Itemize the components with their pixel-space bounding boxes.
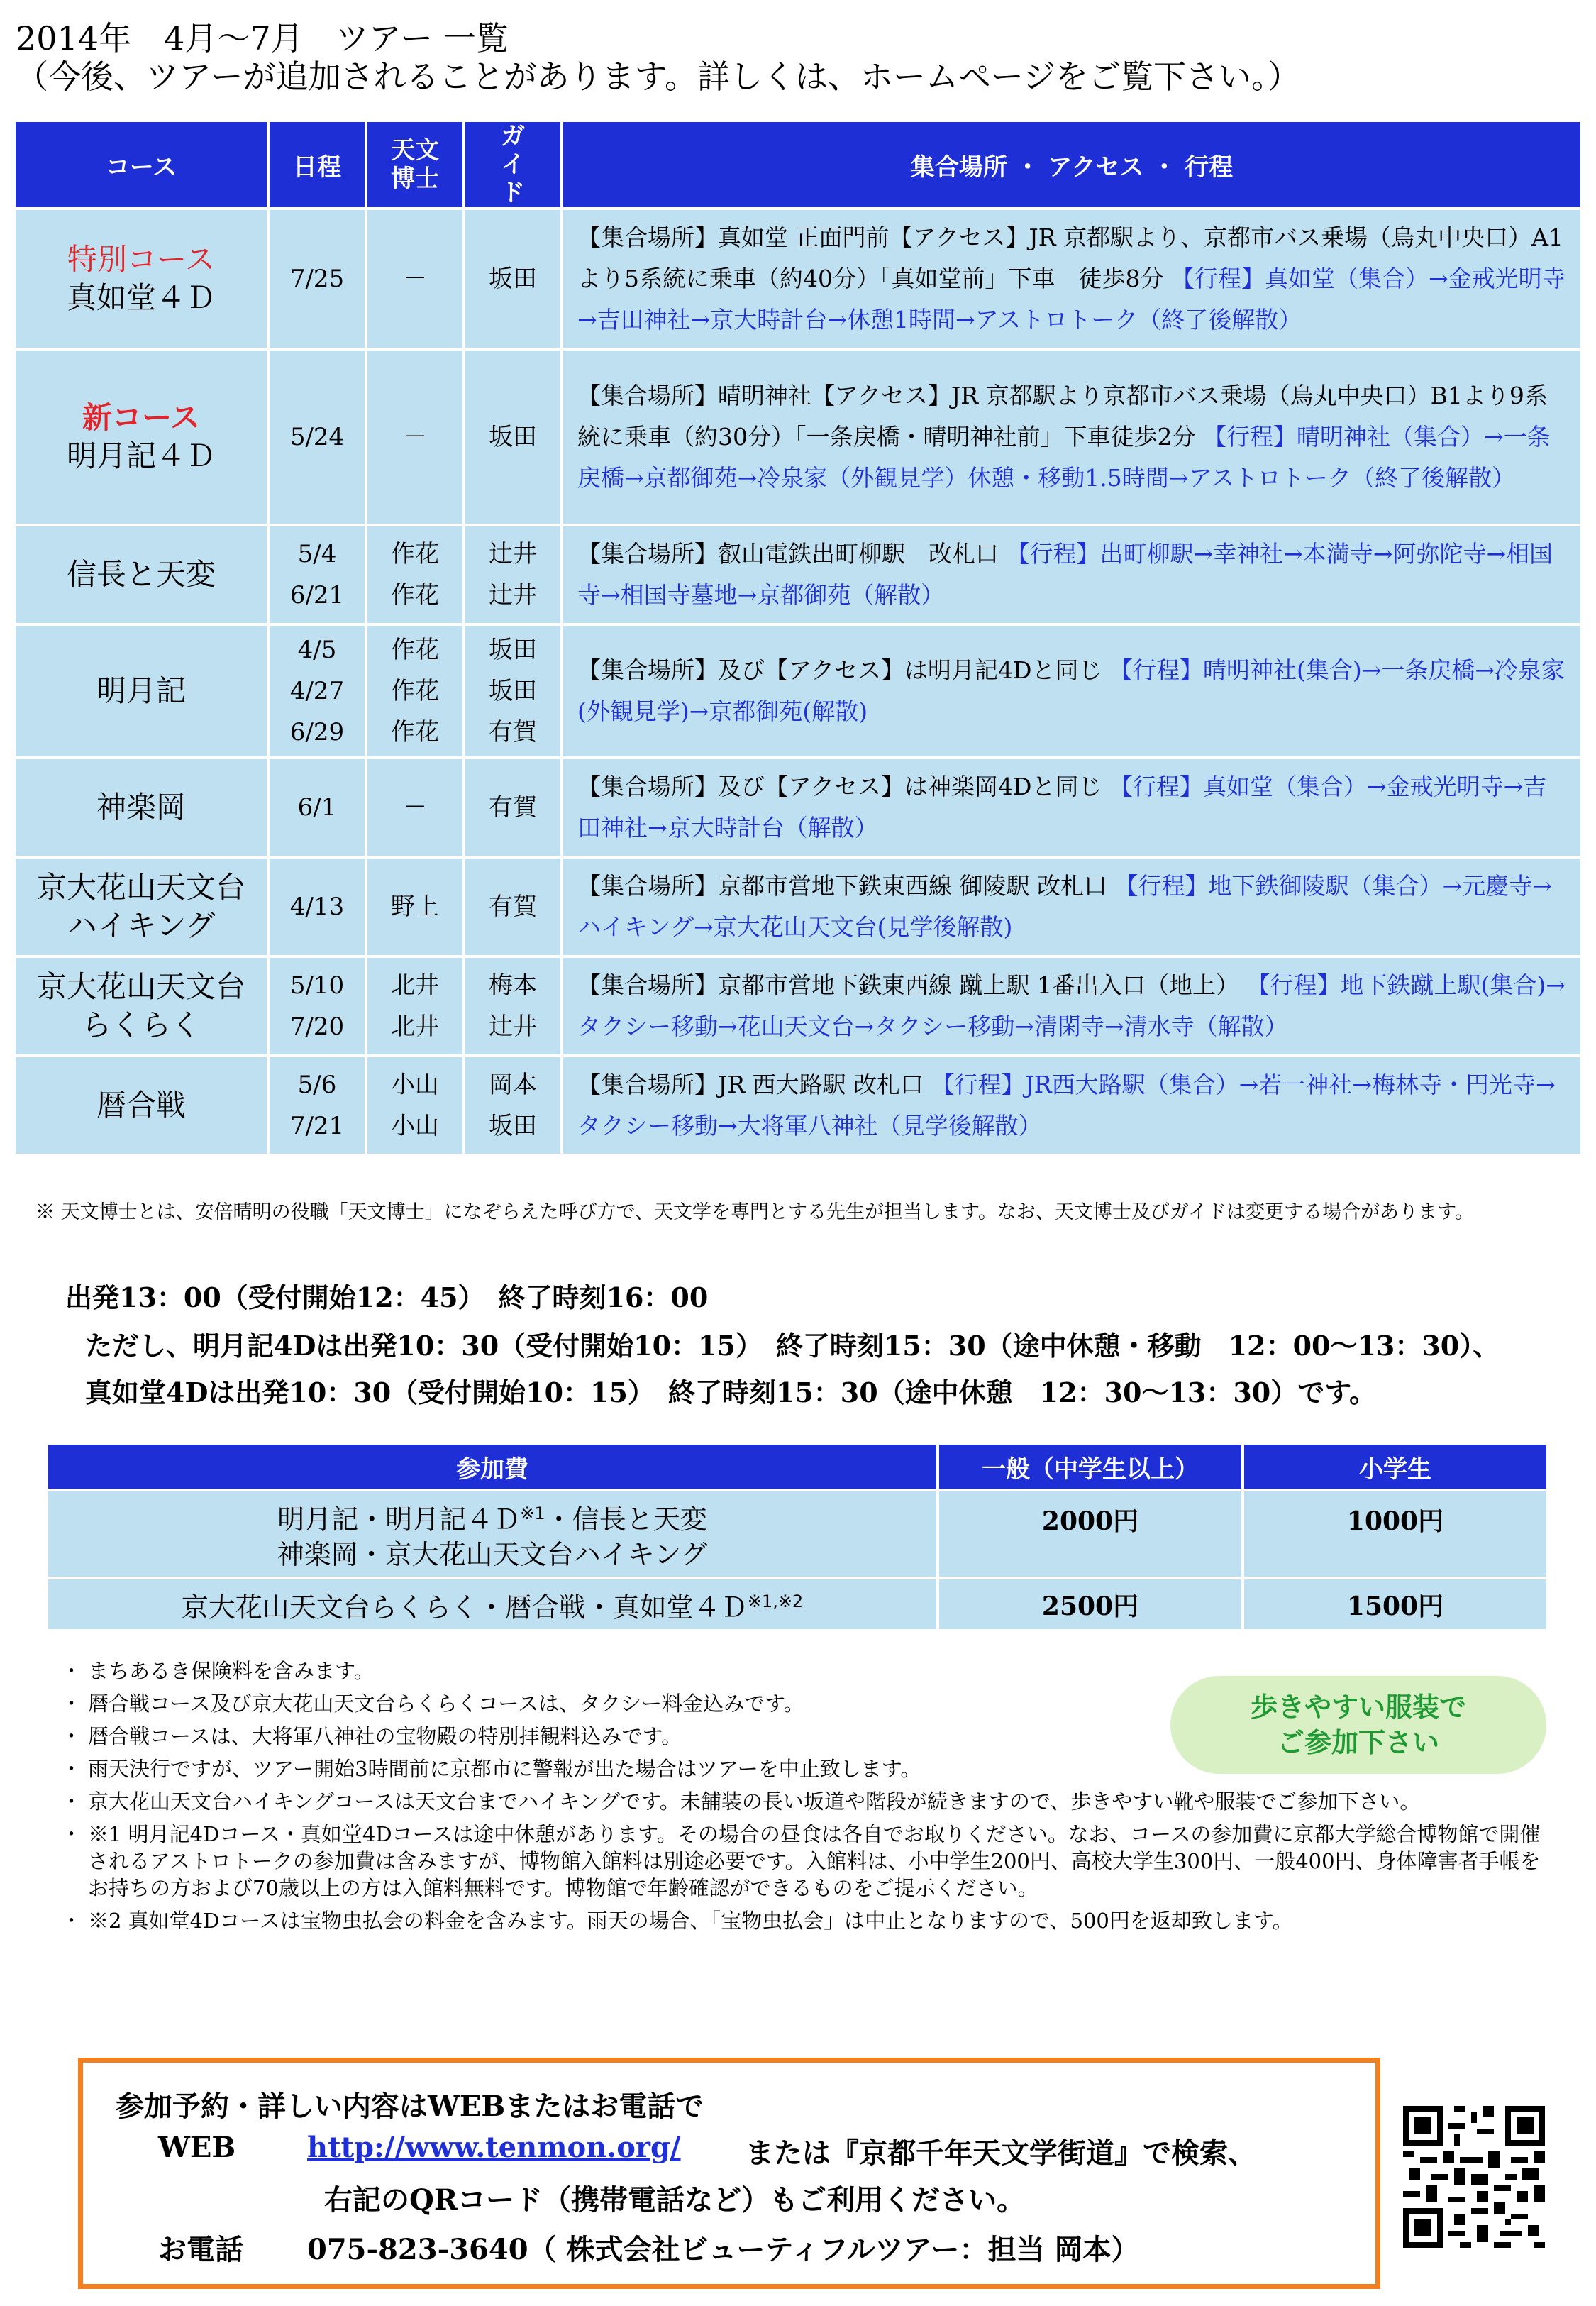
course-cell xyxy=(14,349,268,525)
guide-value: 辻井 xyxy=(489,581,537,609)
fee-header-general: 一般（中学生以上） xyxy=(938,1443,1243,1490)
tour-row xyxy=(14,525,1582,624)
access-text: 【集合場所】京都市営地下鉄東西線 御陵駅 改札口 xyxy=(577,872,1107,900)
fee-row-1-child: 1000円 xyxy=(1243,1490,1548,1578)
qr-code-icon xyxy=(1403,2106,1545,2248)
access-text: 【集合場所】京都市営地下鉄東西線 蹴上駅 1番出入口（地上） xyxy=(577,971,1239,999)
course-name: 京大花山天文台 ハイキング xyxy=(36,870,245,943)
guide-value: 有賀 xyxy=(489,893,537,921)
date-value: 6/1 xyxy=(297,793,337,822)
note-text: ※ 天文博士とは、安倍晴明の役職「天文博士」になぞらえた呼び方で、天文学を専門とする先生が担当します。なお、天文博士及びガイドは変更する場合があります。 xyxy=(35,1201,1474,1223)
doctor-cell xyxy=(366,209,464,349)
course-name: 京大花山天文台 らくらく xyxy=(36,969,245,1042)
info-cell xyxy=(562,624,1582,758)
itinerary-text: 【行程】地下鉄蹴上駅(集合)→タクシー移動→花山天文台→タクシー移動→清閑寺→清水寺（解散） xyxy=(577,971,1565,1040)
notes-item: ・ 暦合戦コース及び京大花山天文台らくらくコースは、タクシー料金込みです。 xyxy=(65,1690,1152,1717)
doctor-cell xyxy=(366,857,464,956)
time-line-3: 真如堂4Dは出発10：30（受付開始10：15） 終了時刻15：30（途中休憩 12：30～13：30）です。 xyxy=(85,1377,1377,1408)
access-text: 【集合場所】及び【アクセス】は神楽岡4Dと同じ xyxy=(577,773,1102,800)
course-tag: 新コース xyxy=(82,400,200,435)
tour-row xyxy=(14,758,1582,857)
fee-table xyxy=(45,1442,1549,1632)
info-cell xyxy=(562,758,1582,857)
tour-row xyxy=(14,956,1582,1056)
fee-row-2-general: 2500円 xyxy=(938,1578,1243,1631)
access-text: 【集合場所】JR 西大路駅 改札口 xyxy=(577,1071,924,1098)
guide-cell xyxy=(464,349,562,525)
clothing-bubble: 歩きやすい服装で ご参加下さい xyxy=(1170,1676,1546,1774)
course-cell xyxy=(14,209,268,349)
guide-value: 辻井 xyxy=(489,540,537,568)
itinerary-text: 【行程】晴明神社（集合）→一条戻橋→京都御苑→冷泉家（外観見学）休憩・移動1.5時間→アストロトーク（終了後解散） xyxy=(577,423,1551,492)
date-cell xyxy=(268,209,366,349)
access-text: 【集合場所】叡山電鉄出町柳駅 改札口 xyxy=(577,540,999,568)
date-value: 5/4 xyxy=(297,540,337,568)
course-tag: 特別コース xyxy=(67,242,215,277)
course-cell xyxy=(14,624,268,758)
doctor-value: 小山 xyxy=(391,1112,439,1140)
course-name: 明月記４Ｄ xyxy=(66,438,216,473)
tour-row xyxy=(14,209,1582,349)
info-cell xyxy=(562,349,1582,525)
header-course: コース xyxy=(14,121,268,209)
date-cell xyxy=(268,1056,366,1155)
date-value: 6/29 xyxy=(289,718,345,746)
course-name: 暦合戦 xyxy=(96,1088,186,1122)
doctor-cell xyxy=(366,525,464,624)
web-label: WEB xyxy=(158,2131,236,2164)
doctor-value: － xyxy=(403,793,427,822)
date-cell xyxy=(268,624,366,758)
doctor-value: － xyxy=(403,265,427,293)
notes-item: ・ ※2 真如堂4Dコースは宝物虫払会の料金を含みます。雨天の場合、「宝物虫払会」は中止となりますので、500円を返却致します。 xyxy=(65,1907,1541,1934)
guide-value: 坂田 xyxy=(489,423,537,451)
guide-value: 坂田 xyxy=(489,265,537,293)
date-cell xyxy=(268,758,366,857)
date-value: 7/25 xyxy=(289,265,345,293)
doctor-cell xyxy=(366,1056,464,1155)
course-cell xyxy=(14,857,268,956)
guide-value: 梅本 xyxy=(489,971,537,1000)
doctor-cell xyxy=(366,349,464,525)
contact-box xyxy=(78,2058,1380,2289)
course-name: 真如堂４Ｄ xyxy=(66,280,216,315)
date-value: 7/20 xyxy=(289,1013,345,1041)
header-doctor: 天文博士 xyxy=(366,121,464,209)
web-search-text: または『京都千年天文学街道』で検索、 xyxy=(746,2136,1256,2170)
guide-value: 坂田 xyxy=(489,677,537,705)
itinerary-text: 【行程】出町柳駅→幸神社→本満寺→阿弥陀寺→相国寺→相国寺墓地→京都御苑（解散） xyxy=(577,540,1553,609)
doctor-value: 野上 xyxy=(391,893,439,921)
doctor-value: 作花 xyxy=(391,677,439,705)
doctor-value: 北井 xyxy=(391,971,439,1000)
guide-cell xyxy=(464,857,562,956)
date-value: 5/10 xyxy=(289,971,345,1000)
time-line-1: 出発13：00（受付開始12：45） 終了時刻16：00 xyxy=(65,1281,709,1313)
doctor-value: 北井 xyxy=(391,1013,439,1041)
access-text: 【集合場所】晴明神社【アクセス】JR 京都駅より京都市バス乗場（烏丸中央口）B1より9系統に乗車（約30分）「一条戻橋・晴明神社前」下車徒歩2分 xyxy=(577,382,1548,451)
tour-table xyxy=(13,119,1583,1157)
guide-value: 辻井 xyxy=(489,1013,537,1041)
course-cell xyxy=(14,956,268,1056)
doctor-value: 小山 xyxy=(391,1071,439,1099)
course-cell xyxy=(14,758,268,857)
tour-row xyxy=(14,1056,1582,1155)
doctor-value: 作花 xyxy=(391,718,439,746)
info-cell xyxy=(562,1056,1582,1155)
itinerary-text: 【行程】真如堂（集合）→金戒光明寺→吉田神社→京大時計台（解散） xyxy=(577,773,1547,842)
guide-cell xyxy=(464,758,562,857)
doctor-value: 作花 xyxy=(391,540,439,568)
doctor-cell xyxy=(366,758,464,857)
fee-header-child: 小学生 xyxy=(1243,1443,1548,1490)
date-cell xyxy=(268,525,366,624)
guide-value: 有賀 xyxy=(489,718,537,746)
tour-row xyxy=(14,857,1582,956)
guide-cell xyxy=(464,956,562,1056)
course-name: 信長と天変 xyxy=(66,557,216,592)
phone-number: 075-823-3640（ 株式会社ビューティフルツアー：担当 岡本） xyxy=(307,2233,1140,2266)
doctor-cell xyxy=(366,624,464,758)
date-value: 7/21 xyxy=(289,1112,345,1140)
guide-value: 有賀 xyxy=(489,793,537,822)
itinerary-text: 【行程】真如堂（集合）→金戒光明寺→吉田神社→京大時計台→休憩1時間→アストロトーク（終了後解散） xyxy=(577,265,1565,333)
info-cell xyxy=(562,956,1582,1056)
course-name: 神楽岡 xyxy=(96,790,186,824)
header-date: 日程 xyxy=(268,121,366,209)
page-title: 2014年 4月～7月 ツアー 一覧 xyxy=(16,19,509,57)
itinerary-text: 【行程】地下鉄御陵駅（集合）→元慶寺→ハイキング→京大花山天文台(見学後解散) xyxy=(577,872,1552,941)
course-cell xyxy=(14,525,268,624)
tour-row xyxy=(14,349,1582,525)
itinerary-text: 【行程】JR西大路駅（集合）→若一神社→梅林寺・円光寺→タクシー移動→大将軍八神社（見学後解散） xyxy=(577,1071,1556,1140)
date-value: 6/21 xyxy=(289,581,345,609)
guide-value: 坂田 xyxy=(489,636,537,664)
date-value: 4/27 xyxy=(289,677,345,705)
time-line-2: ただし、明月記4Dは出発10：30（受付開始10：15） 終了時刻15：30（途中休憩・移動 12：00～13：30）、 xyxy=(85,1330,1500,1362)
doctor-cell xyxy=(366,956,464,1056)
website-link[interactable]: http://www.tenmon.org/ xyxy=(307,2131,681,2164)
itinerary-text: 【行程】晴明神社(集合)→一条戻橋→冷泉家(外観見学)→京都御苑(解散) xyxy=(577,656,1565,725)
notes-item: ・ まちあるき保険料を含みます。 xyxy=(65,1657,1152,1684)
date-value: 5/24 xyxy=(289,423,345,451)
page-subtitle: （今後、ツアーが追加されることがあります。詳しくは、ホームページをご覧下さい。） xyxy=(16,57,1301,96)
guide-cell xyxy=(464,624,562,758)
guide-value: 坂田 xyxy=(489,1112,537,1140)
notes-item: ・ 暦合戦コースは、大将軍八神社の宝物殿の特別拝観料込みです。 xyxy=(65,1723,1152,1750)
info-cell xyxy=(562,525,1582,624)
header-info: 集合場所 ・ アクセス ・ 行程 xyxy=(562,121,1582,209)
date-cell xyxy=(268,349,366,525)
course-name: 明月記 xyxy=(96,673,186,708)
access-text: 【集合場所】及び【アクセス】は明月記4Dと同じ xyxy=(577,656,1102,684)
contact-heading: 参加予約・詳しい内容はWEBまたはお電話で xyxy=(116,2090,704,2123)
info-cell xyxy=(562,209,1582,349)
guide-cell xyxy=(464,1056,562,1155)
date-cell xyxy=(268,857,366,956)
course-cell xyxy=(14,1056,268,1155)
phone-label: お電話 xyxy=(158,2233,243,2266)
date-value: 5/6 xyxy=(297,1071,337,1099)
info-cell xyxy=(562,857,1582,956)
fee-row-1-general: 2000円 xyxy=(938,1490,1243,1578)
guide-value: 岡本 xyxy=(489,1071,537,1099)
access-text: 【集合場所】真如堂 正面門前【アクセス】JR 京都駅より、京都市バス乗場（烏丸中央口）A1より5系統に乗車（約40分）「真如堂前」下車 徒歩8分 xyxy=(577,224,1563,292)
date-value: 4/13 xyxy=(289,893,345,921)
guide-cell xyxy=(464,525,562,624)
header-guide: ガイド xyxy=(464,121,562,209)
notes-item: ・ ※1 明月記4Dコース・真如堂4Dコースは途中休憩があります。その場合の昼食は各自でお取りください。なお、コースの参加費に京都大学総合博物館で開催されるアストロトークの参加費は含みますが、博物館入館料は別途必要です。入館料は、小中学生200円、高校大学生300円、一般400円、身体障害者手帳をお持ちの方および70歳以上の方は入館料無料です。博物館で年齢確認ができるものをご提示ください。 xyxy=(65,1821,1541,1902)
date-value: 4/5 xyxy=(297,636,337,664)
date-cell xyxy=(268,956,366,1056)
notes-item: ・ 京大花山天文台ハイキングコースは天文台までハイキングです。未舗装の長い坂道や階段が続きますので、歩きやすい靴や服装でご参加下さい。 xyxy=(65,1788,1541,1815)
fee-header-name: 参加費 xyxy=(47,1443,938,1490)
fee-row-2-child: 1500円 xyxy=(1243,1578,1548,1631)
guide-cell xyxy=(464,209,562,349)
fee-row-1-name: 明月記・明月記４Ｄ$^{※1}$・信長と天変 神楽岡・京大花山天文台ハイキング xyxy=(47,1490,938,1578)
notes-item: ・ 雨天決行ですが、ツアー開始3時間前に京都市に警報が出た場合はツアーを中止致します。 xyxy=(65,1755,1541,1782)
doctor-value: 作花 xyxy=(391,581,439,609)
doctor-value: 作花 xyxy=(391,636,439,664)
fee-row-2-name: 京大花山天文台らくらく・暦合戦・真如堂４Ｄ$^{※1,※2}$ xyxy=(47,1578,938,1631)
qr-usage-text: 右記のQRコード（携帯電話など）もご利用ください。 xyxy=(324,2183,1026,2217)
tour-row xyxy=(14,624,1582,758)
doctor-value: － xyxy=(403,423,427,451)
